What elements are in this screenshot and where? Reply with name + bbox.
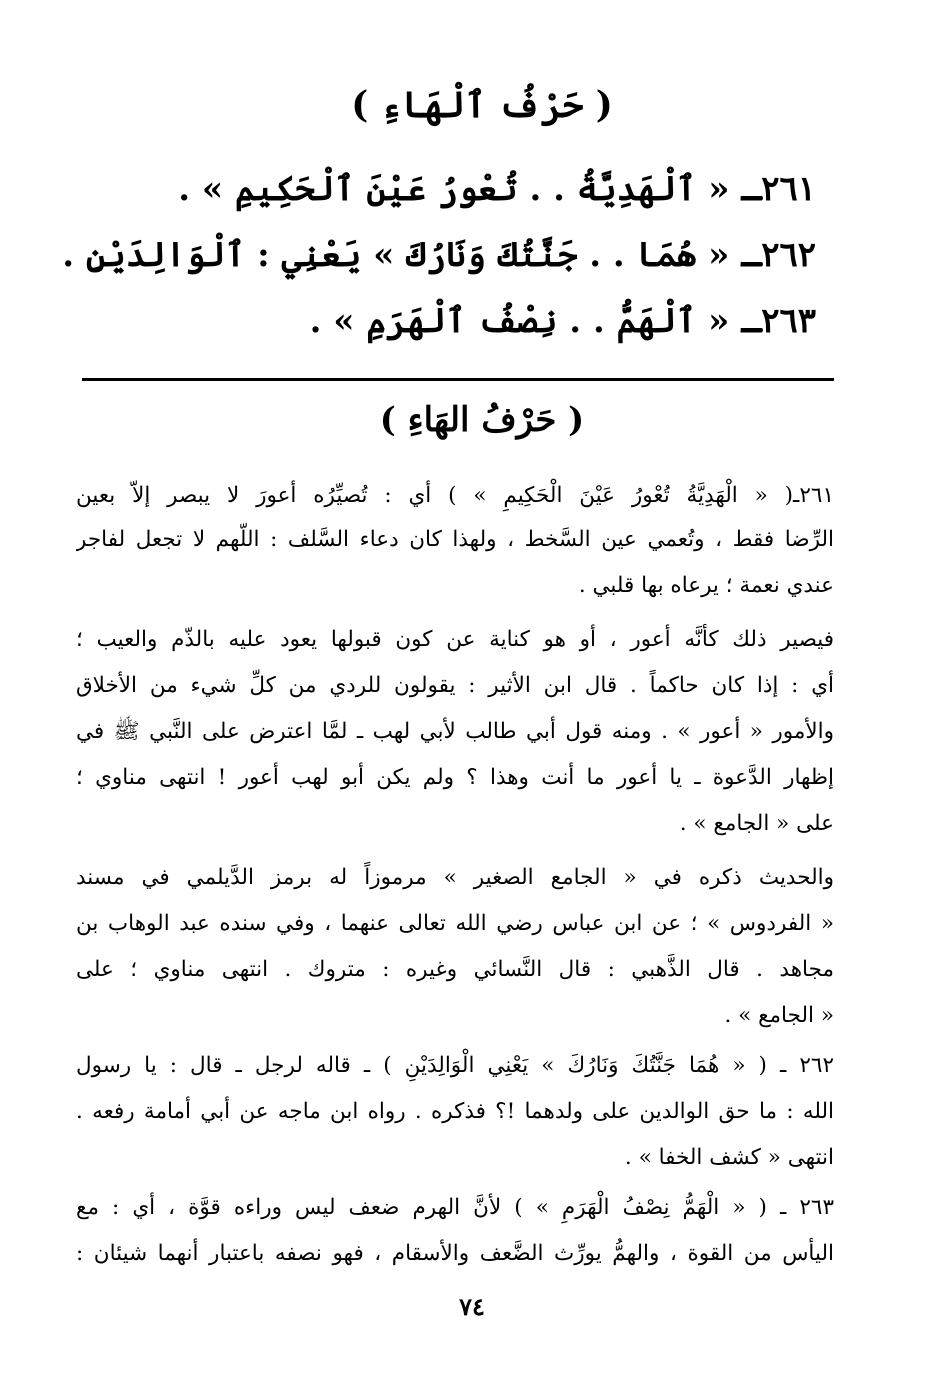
- page-number: ٧٤: [459, 1292, 485, 1321]
- commentary-line: الرِّضا فقط ، وتُعمي عين السَّخط ، ولهذا كان دعاء السَّلف : اللّهم لا تجعل لفاجر: [76, 527, 834, 552]
- commentary-line: ٢٦١ـ( « الْهَدِيَّةُ تُعْورُ عَيْنَ الْحَكِيمِ » ) أي : تُصيِّرُه أعورَ لا يبصر إلاّ بعين: [76, 483, 834, 508]
- commentary-line: ٢٦٢ ـ ( « هُمَا جَنَّتُكَ وَنَارُكَ » يَعْنِي الْوَالِدَيْنِ ) ـ قاله لرجل ـ قال : يا رسول: [76, 1053, 834, 1078]
- commentary-line: الله : ما حق الوالدين على ولدهما !؟ فذكره . رواه ابن ماجه عن أبي أمامة رفعه .: [76, 1099, 834, 1124]
- divider-rule: [82, 378, 834, 381]
- commentary-line: إظهار الدَّعوة ـ يا أعور ما أنت وهذا ؟ ولم يكن أبو لهب أعور ! انتهى مناوي ؛: [76, 765, 834, 790]
- commentary-line: والأمور « أعور » . ومنه قول أبي طالب لأبي لهب ـ لمَّا اعترض على النَّبي ﷺ في: [76, 719, 834, 744]
- commentary-line: والحديث ذكره في « الجامع الصغير » مرموزاً له برمز الدَّيلمي في مسند: [76, 865, 834, 890]
- commentary-line: فيصير ذلك كأنَّه أعور ، أو هو كناية عن كون قبولها يعود عليه بالذّم والعيب ؛: [76, 627, 834, 652]
- commentary-line: مجاهد . قال الذَّهبي : قال النَّسائي وغيره : متروك . انتهى مناوي ؛ على: [76, 957, 834, 982]
- commentary-line: عندي نعمة ؛ يرعاه بها قلبي .: [578, 573, 834, 598]
- commentary-line: انتهى « كشف الخفا » .: [624, 1145, 834, 1170]
- verse-262: ٢٦٢ـ « هُمَا . . جَنَّتُكَ وَنَارُكَ » يَعْنِي : ٱلْوَالِدَيْنِ .: [62, 235, 816, 275]
- commentary-line: اليأس من القوة ، والهمُّ يورِّث الضَّعف والأسقام ، فهو نصفه باعتبار أنهما شيئان :: [76, 1241, 834, 1266]
- commentary-line: « الجامع » .: [724, 1003, 834, 1028]
- section-heading: ( حَرْفُ ٱلْهَاءِ ): [351, 84, 613, 126]
- commentary-line: « الفردوس » ؛ عن ابن عباس رضي الله تعالى عنهما ، وفي سنده عبد الوهاب بن: [76, 911, 834, 936]
- commentary-heading: ( حَرْفُ الهَاءِ ): [379, 400, 585, 440]
- commentary-line: ٢٦٣ ـ ( « الْهَمُّ نِصْفُ الْهَرَمِ » ) لأنَّ الهرم ضعف ليس وراءه قوَّة ، أي : مع: [76, 1195, 834, 1220]
- verse-261: ٢٦١ـ « ٱلْهَدِيَّةُ . . تُعْورُ عَيْنَ ٱلْحَكِيمِ » .: [178, 169, 816, 209]
- commentary-line: على « الجامع » .: [679, 811, 834, 836]
- commentary-line: أي : إذا كان حاكماً . قال ابن الأثير : يقولون للردي من كلِّ شيء من الأخلاق: [76, 673, 834, 698]
- verse-263: ٢٦٣ـ « ٱلْهَمُّ . . نِصْفُ ٱلْهَرَمِ » .: [309, 301, 816, 341]
